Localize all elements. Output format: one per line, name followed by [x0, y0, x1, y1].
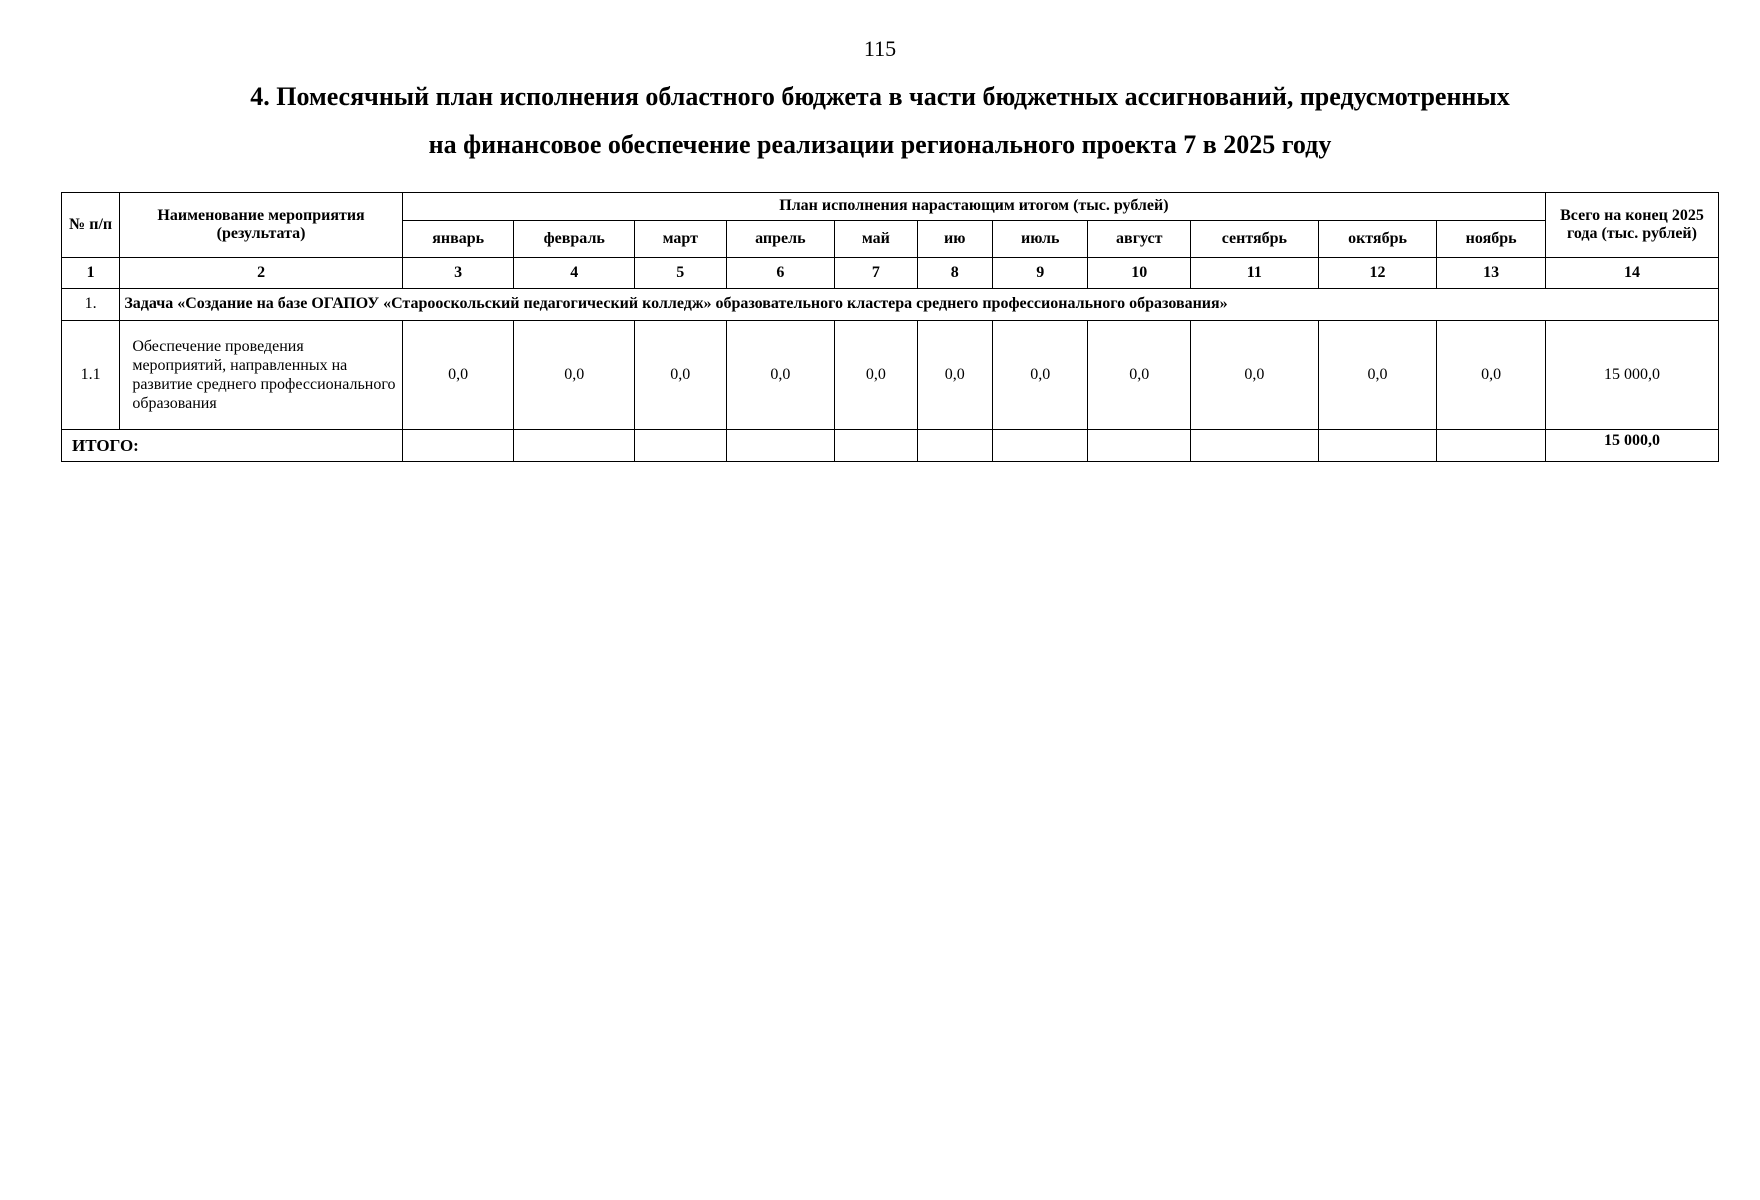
- summary-empty-cell: [514, 430, 635, 462]
- summary-empty-cell: [835, 430, 917, 462]
- summary-empty-cell: [402, 430, 514, 462]
- column-numbers-row: [62, 258, 1719, 289]
- header-num: № п/п: [62, 193, 120, 258]
- task-text: Задача «Создание на базе ОГАПОУ «Старооскольский педагогический колледж» образовательного кластера среднего профессионального образования»: [120, 289, 1719, 321]
- row-number: 1.1: [62, 321, 120, 430]
- summary-label: ИТОГО:: [62, 430, 403, 462]
- summary-empty-cell: [1318, 430, 1437, 462]
- row-value: 0,0: [917, 321, 992, 430]
- row-name: Обеспечение проведения мероприятий, направленных на развитие среднего профессионального образования: [120, 321, 403, 430]
- column-number: 9: [992, 258, 1088, 289]
- column-number: 8: [917, 258, 992, 289]
- column-number: 11: [1191, 258, 1319, 289]
- summary-empty-cell: [1191, 430, 1319, 462]
- row-value: 0,0: [1318, 321, 1437, 430]
- header-month: октябрь: [1318, 221, 1437, 258]
- header-month: май: [835, 221, 917, 258]
- header-month: апрель: [726, 221, 835, 258]
- header-name: Наименование мероприятия (результата): [120, 193, 403, 258]
- header-plan-group: План исполнения нарастающим итогом (тыс. рублей): [402, 193, 1545, 221]
- summary-empty-cell: [726, 430, 835, 462]
- column-number: 3: [402, 258, 514, 289]
- header-month: июль: [992, 221, 1088, 258]
- column-number: 4: [514, 258, 635, 289]
- document-title-line-1: 4. Помесячный план исполнения областного бюджета в части бюджетных ассигнований, предусмотренных: [250, 82, 1510, 111]
- row-value: 0,0: [992, 321, 1088, 430]
- column-number: 7: [835, 258, 917, 289]
- column-number: 1: [62, 258, 120, 289]
- summary-empty-cell: [992, 430, 1088, 462]
- task-row: [62, 289, 1719, 321]
- row-value: 0,0: [1191, 321, 1319, 430]
- summary-total: 15 000,0: [1545, 430, 1718, 462]
- summary-empty-cell: [917, 430, 992, 462]
- column-number: 12: [1318, 258, 1437, 289]
- header-month: сентябрь: [1191, 221, 1319, 258]
- page-number: 115: [863, 36, 897, 61]
- row-value: 0,0: [1437, 321, 1546, 430]
- row-value: 0,0: [635, 321, 726, 430]
- header-month: ию: [917, 221, 992, 258]
- header-month: январь: [402, 221, 514, 258]
- row-total: 15 000,0: [1545, 321, 1718, 430]
- task-number: 1.: [62, 289, 120, 321]
- column-number: 10: [1088, 258, 1191, 289]
- summary-row: [62, 430, 1719, 462]
- row-value: 0,0: [726, 321, 835, 430]
- column-number: 2: [120, 258, 403, 289]
- summary-empty-cell: [1437, 430, 1546, 462]
- document-title-line-2: на финансовое обеспечение реализации регионального проекта 7 в 2025 году: [428, 130, 1332, 159]
- header-month: август: [1088, 221, 1191, 258]
- summary-empty-cell: [1088, 430, 1191, 462]
- column-number: 14: [1545, 258, 1718, 289]
- header-row-top: [62, 193, 1719, 221]
- summary-empty-cell: [635, 430, 726, 462]
- column-number: 6: [726, 258, 835, 289]
- column-number: 5: [635, 258, 726, 289]
- row-value: 0,0: [514, 321, 635, 430]
- column-number: 13: [1437, 258, 1546, 289]
- row-value: 0,0: [1088, 321, 1191, 430]
- row-value: 0,0: [835, 321, 917, 430]
- header-month: ноябрь: [1437, 221, 1546, 258]
- table-row: [62, 321, 1719, 430]
- budget-plan-table: [61, 192, 1719, 462]
- header-month: февраль: [514, 221, 635, 258]
- row-value: 0,0: [402, 321, 514, 430]
- header-month: март: [635, 221, 726, 258]
- header-total: Всего на конец 2025 года (тыс. рублей): [1545, 193, 1718, 258]
